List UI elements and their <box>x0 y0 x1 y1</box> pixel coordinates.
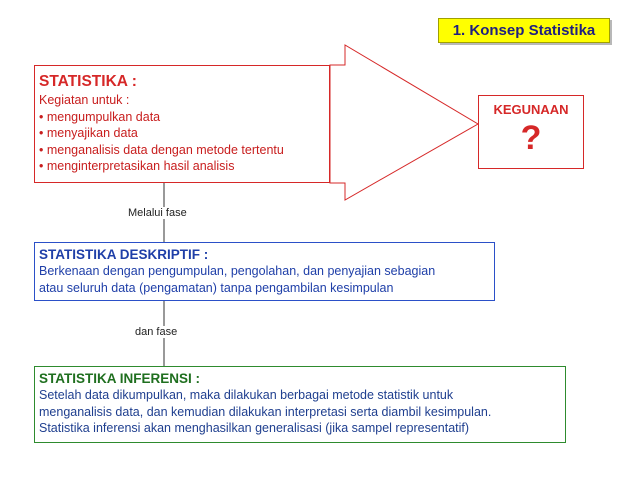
deskriptif-line: Berkenaan dengan pengumpulan, pengolahan, dan penyajian sebagian <box>39 264 436 278</box>
deskriptif-heading: STATISTIKA DESKRIPTIF : <box>39 247 209 262</box>
statistika-line: • mengumpulkan data <box>39 109 161 124</box>
inferensi-line: Statistika inferensi akan menghasilkan generalisasi (jika sampel representatif) <box>39 421 470 435</box>
kegunaan-label: KEGUNAAN <box>493 102 569 117</box>
statistika-line: Kegiatan untuk : <box>39 93 130 107</box>
phase-label-melalui: Melalui fase <box>128 207 187 219</box>
inferensi-line: menganalisis data, dan kemudian dilakukan interpretasi serta diambil kesimpulan. <box>39 404 492 419</box>
statistika-line: • menganalisis data dengan metode tertentu <box>39 142 284 157</box>
inferensi-line: Setelah data dikumpulkan, maka dilakukan berbagai metode statistik untuk <box>39 388 454 402</box>
arrow-to-kegunaan <box>330 45 478 200</box>
kegunaan-box <box>478 95 584 169</box>
inferensi-box <box>34 366 566 443</box>
deskriptif-line: atau seluruh data (pengamatan) tanpa pengambilan kesimpulan <box>39 280 394 295</box>
statistika-line: • menyajikan data <box>39 126 138 140</box>
phase-label-dan: dan fase <box>135 326 178 338</box>
title-badge: 1. Konsep Statistika <box>438 18 610 43</box>
question-mark: ? <box>520 119 542 157</box>
statistika-heading: STATISTIKA : <box>39 73 137 90</box>
deskriptif-box <box>34 242 495 301</box>
statistika-box <box>34 65 330 183</box>
inferensi-heading: STATISTIKA INFERENSI : <box>39 371 200 386</box>
statistika-line: • menginterpretasikan hasil analisis <box>39 159 235 173</box>
